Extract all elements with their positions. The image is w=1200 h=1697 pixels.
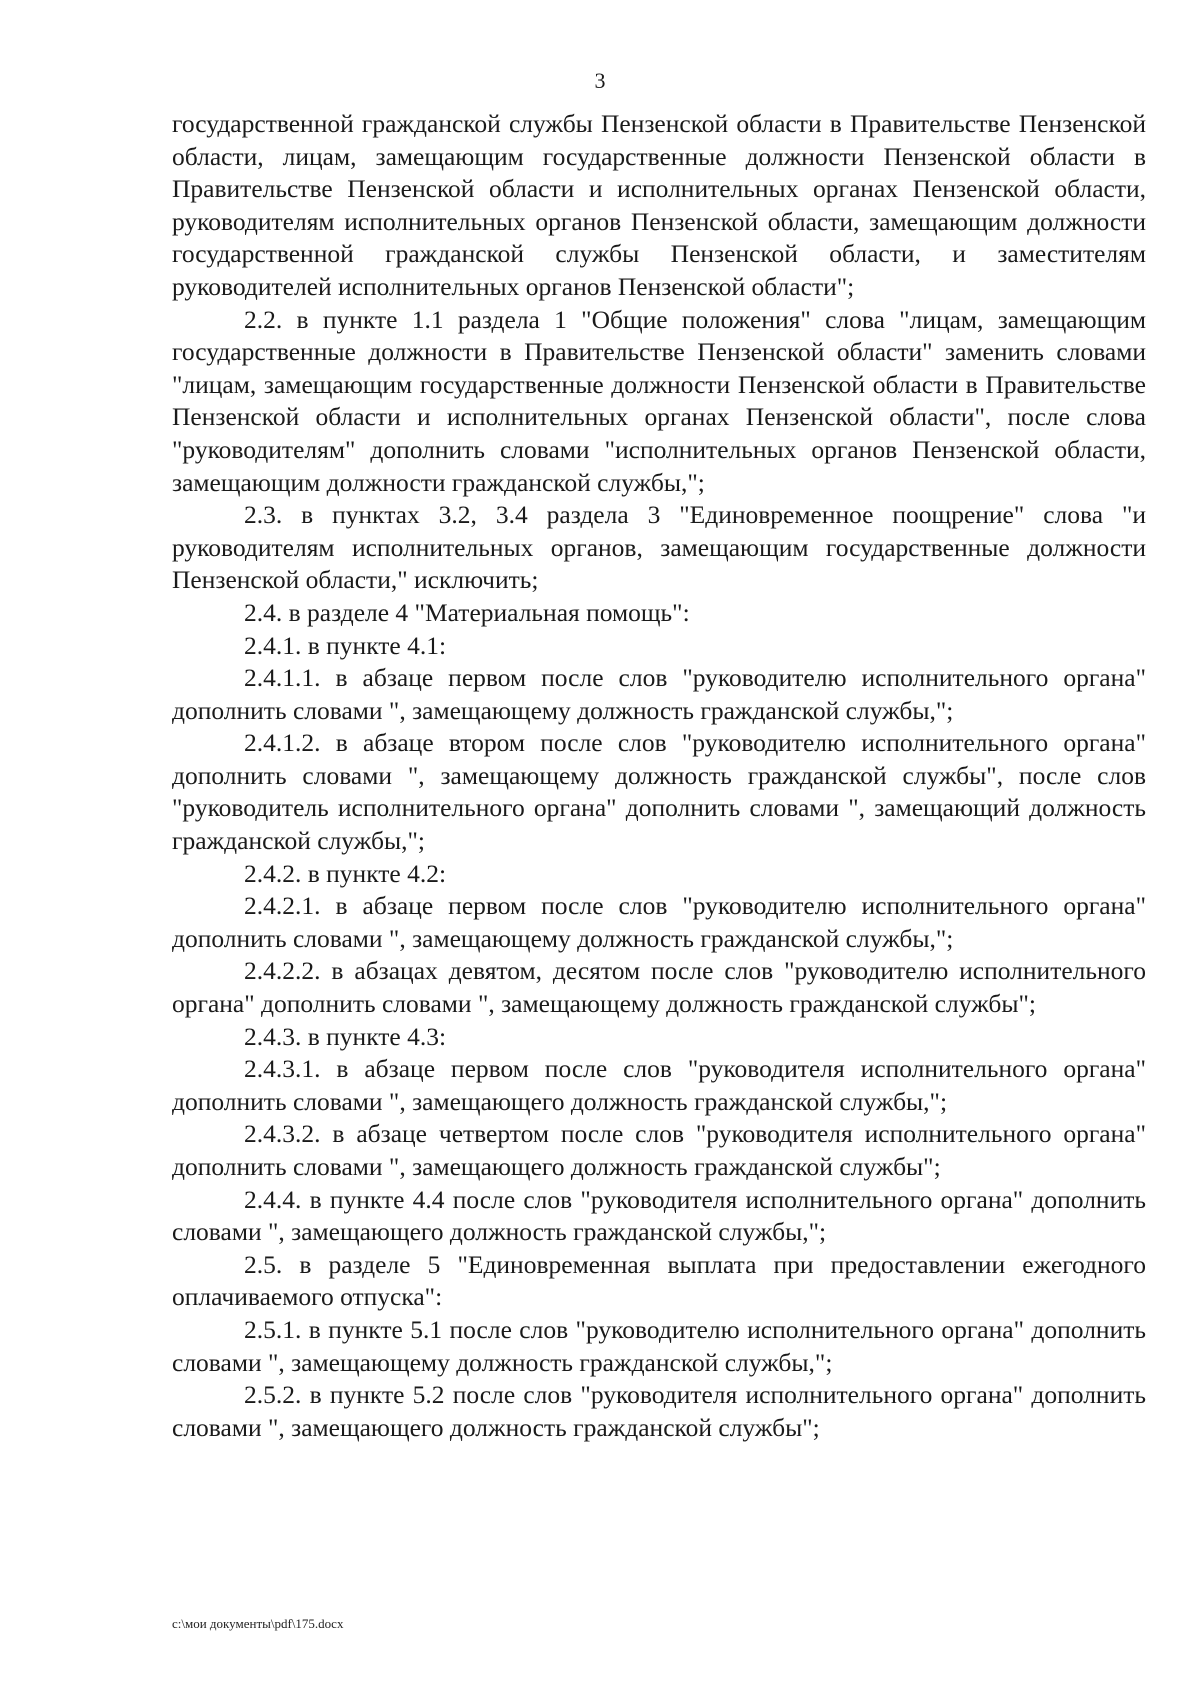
paragraph-2-4-4: 2.4.4. в пункте 4.4 после слов "руководителя исполнительного органа" дополнить словами ", замещающего должность гражданской службы,"; bbox=[172, 1184, 1146, 1247]
paragraph-2-4-3-1: 2.4.3.1. в абзаце первом после слов "руководителя исполнительного органа" дополнить словами ", замещающего должность гражданской службы,"; bbox=[172, 1054, 1146, 1116]
paragraph-2-4-3-2: 2.4.3.2. в абзаце четвертом после слов "руководителя исполнительного органа" дополнить словами ", замещающего должность гражданской службы"; bbox=[172, 1119, 1146, 1181]
page-number: 3 bbox=[594, 68, 606, 93]
paragraph-2-3: 2.3. в пунктах 3.2, 3.4 раздела 3 "Единовременное поощрение" слова "и руководителям исполнительных органов, замещающим государственные должности Пензенской области," исключить; bbox=[172, 500, 1146, 595]
paragraph-2-4: 2.4. в разделе 4 "Материальная помощь": bbox=[244, 597, 690, 627]
paragraph-2-4-1: 2.4.1. в пункте 4.1: bbox=[244, 630, 447, 660]
paragraph-2-5-2: 2.5.2. в пункте 5.2 после слов "руководителя исполнительного органа" дополнить словами ", замещающего должность гражданской службы"; bbox=[172, 1380, 1146, 1442]
document-body bbox=[172, 108, 1146, 1444]
paragraph-2-4-2-1: 2.4.2.1. в абзаце первом после слов "руководителю исполнительного органа" дополнить словами ", замещающему должность гражданской службы,"; bbox=[172, 891, 1146, 953]
paragraph-2-5: 2.5. в разделе 5 "Единовременная выплата при предоставлении ежегодного оплачиваемого отпуска": bbox=[172, 1249, 1146, 1312]
paragraph-2-4-1-2: 2.4.1.2. в абзаце втором после слов "руководителю исполнительного органа" дополнить словами ", замещающему должность гражданской службы", после слов "руководитель исполнительного органа" дополнить словами ", замещающий должность гражданской службы,"; bbox=[172, 728, 1146, 856]
paragraph-2-4-2: 2.4.2. в пункте 4.2: bbox=[244, 858, 447, 888]
paragraph-2-4-2-2: 2.4.2.2. в абзацах девятом, десятом после слов "руководителю исполнительного органа" дополнить словами ", замещающему должность гражданской службы"; bbox=[172, 956, 1146, 1019]
paragraph-2-2: 2.2. в пункте 1.1 раздела 1 "Общие положения" слова "лицам, замещающим государственные должности в Правительстве Пензенской области" заменить словами "лицам, замещающим государственные должности Пензенской области в Правительстве Пензенской области и исполнительных органах Пензенской области", после слова "руководителям" дополнить словами "исполнительных органов Пензенской области, замещающим должности гражданской службы,"; bbox=[172, 304, 1146, 497]
footer-file-path: c:\мои документы\pdf\175.docx bbox=[172, 1616, 344, 1631]
paragraph-continuation: государственной гражданской службы Пензенской области в Правительстве Пензенской области, лицам, замещающим государственные должности Пензенской области в Правительстве Пензенской области и исполнительных органах Пензенской области, руководителям исполнительных органов Пензенской области, замещающим должности государственной гражданской службы Пензенской области, и заместителям руководителей исполнительных органов Пензенской области"; bbox=[172, 109, 1146, 301]
paragraph-2-4-1-1: 2.4.1.1. в абзаце первом после слов "руководителю исполнительного органа" дополнить словами ", замещающему должность гражданской службы,"; bbox=[172, 663, 1146, 725]
paragraph-2-4-3: 2.4.3. в пункте 4.3: bbox=[244, 1021, 447, 1051]
paragraph-2-5-1: 2.5.1. в пункте 5.1 после слов "руководителю исполнительного органа" дополнить словами ", замещающему должность гражданской службы,"; bbox=[172, 1314, 1146, 1377]
